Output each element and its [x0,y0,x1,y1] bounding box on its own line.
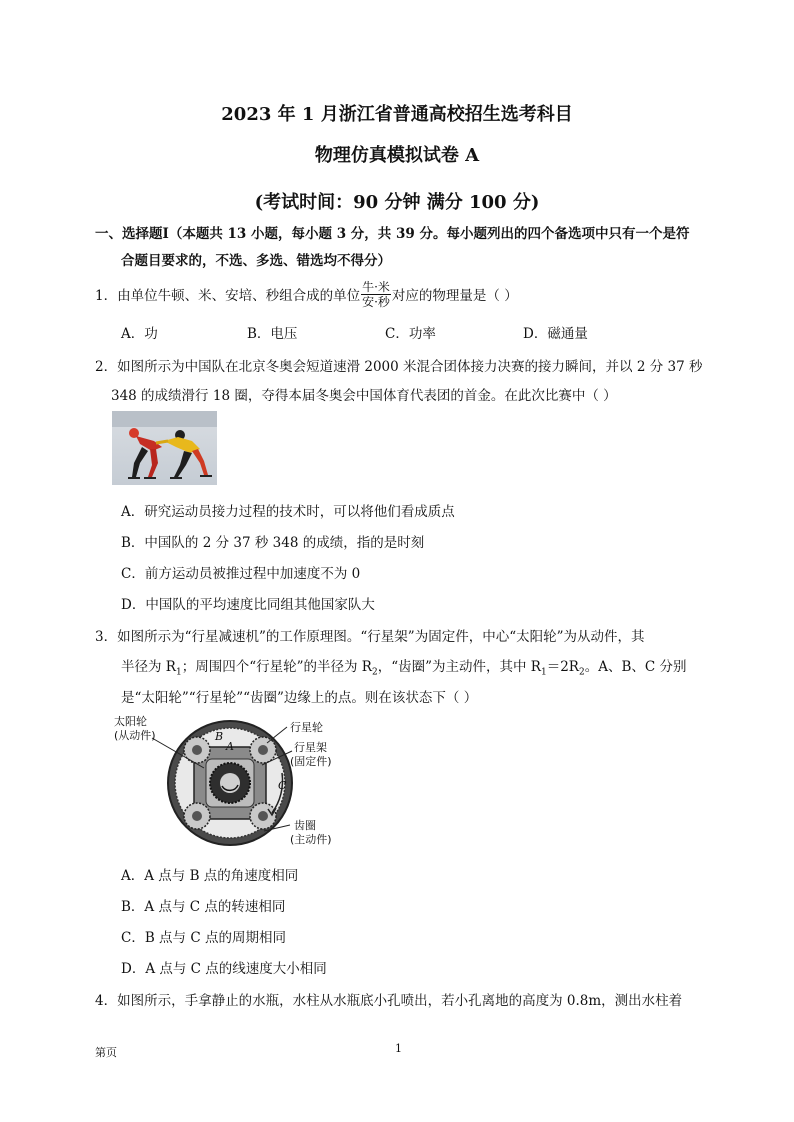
q3-subscript: 2 [578,667,585,678]
q3-stem-line1: 3．如图所示为“行星减速机”的工作原理图。“行星架”为固定件，中心“太阳轮”为从动件，其 [95,629,645,645]
q3-line2-part-c: ，“齿圈”为主动件，其中 R [377,659,541,675]
q3-stem-line3: 是“太阳轮”“行星轮”“齿圈”边缘上的点。则在该状态下（ ） [121,690,478,706]
q2-option-c: C．前方运动员被推过程中加速度不为 0 [121,566,361,582]
q1-option-d: D．磁通量 [523,326,588,342]
label-sun-gear-note: (从动件) [114,729,156,742]
q1-unit-fraction [361,280,391,309]
q3-subscript: 1 [540,667,547,678]
q2-option-b: B．中国队的 2 分 37 秒 348 的成绩，指的是时刻 [121,535,425,551]
q1-option-a: A．功 [121,326,158,342]
q3-subscript: 2 [371,667,378,678]
label-point-a: A [226,740,234,753]
q3-planetary-gear-diagram [112,713,352,848]
q2-option-d: D．中国队的平均速度比同组其他国家队大 [121,597,375,613]
q3-line2-part-d: ＝2R [546,659,579,675]
q3-line2-part-e: 。A、B、C 分别 [584,659,687,675]
section1-heading-line2: 合题目要求的，不选、多选、错选均不得分） [121,253,391,269]
q3-line2-part-a: 半径为 R [121,659,176,675]
label-ring-gear: 齿圈 [294,819,316,832]
q1-option-b: B．电压 [247,326,298,342]
section1-heading-line1: 一、选择题Ⅰ（本题共 13 小题，每小题 3 分，共 39 分。每小题列出的四个备选项中只有一个是符 [95,226,690,242]
label-ring-gear-note: (主动件) [290,833,332,846]
exam-title-line1: 2023 年 1 月浙江省普通高校招生选考科目 [221,104,573,125]
q1-fraction-numerator: 牛·米 [362,279,390,294]
q1-option-c: C．功率 [385,326,436,342]
label-carrier: 行星架 [294,741,327,754]
label-planet-gear: 行星轮 [290,721,323,734]
q3-option-b: B．A 点与 C 点的转速相同 [121,899,286,915]
q4-stem-line1: 4．如图所示，手拿静止的水瓶，水柱从水瓶底小孔喷出，若小孔离地的高度为 0.8m，测出水柱着 [95,993,683,1009]
exam-title-line2: 物理仿真模拟试卷 A [314,145,480,166]
q3-line2-part-b: ；周围四个“行星轮”的半径为 R [181,659,372,675]
q3-option-d: D．A 点与 C 点的线速度大小相同 [121,961,327,977]
q2-stem-line2: 348 的成绩滑行 18 圈，夺得本届冬奥会中国体育代表团的首金。在此次比赛中（ ） [111,388,617,404]
q1-stem-before: 1．由单位牛顿、米、安培、秒组合成的单位 [95,288,361,304]
q1-stem [95,276,518,312]
label-point-c: C [278,779,287,792]
q3-option-a: A．A 点与 B 点的角速度相同 [121,868,299,884]
q2-stem-line1: 2．如图所示为中国队在北京冬奥会短道速滑 2000 米混合团体接力决赛的接力瞬间，并以 2 分 37 秒 [95,359,703,375]
q1-stem-after: 对应的物理量是（ ） [391,288,518,304]
q1-fraction-denominator: 安·秒 [362,294,390,309]
q2-option-a: A．研究运动员接力过程的技术时，可以将他们看成质点 [121,504,455,520]
label-point-b: B [215,730,224,743]
q3-stem-line2 [121,655,687,678]
q3-option-c: C．B 点与 C 点的周期相同 [121,930,286,946]
exam-info: (考试时间：90 分钟 满分 100 分) [254,192,540,213]
label-sun-gear: 太阳轮 [114,715,147,728]
q3-subscript: 1 [175,667,182,678]
label-carrier-note: (固定件) [290,755,332,768]
footer-left: 第页 [95,1046,117,1059]
q2-skaters-photo [112,411,217,485]
page-number: 1 [395,1042,402,1055]
